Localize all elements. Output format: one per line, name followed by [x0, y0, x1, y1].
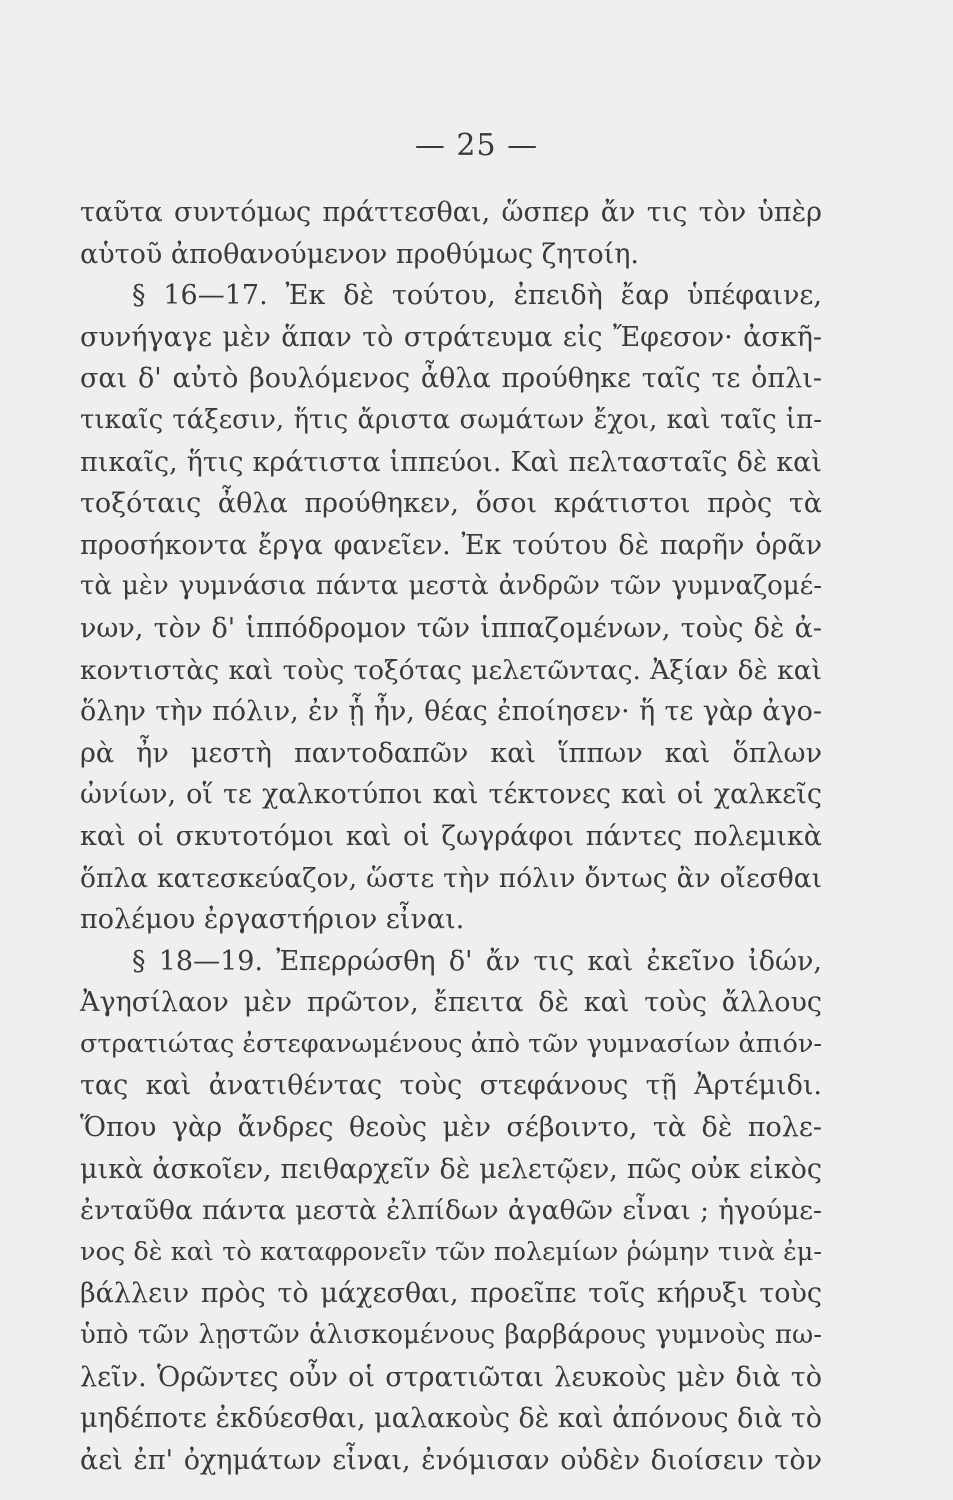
text-line: βάλλειν πρὸς τὸ μάχεσθαι, προεῖπε τοῖς κήρυξι τοὺς	[80, 1278, 822, 1310]
text-line: πικαῖς, ἥτις κράτιστα ἱππεύοι. Καὶ πελτασταῖς δὲ καὶ	[80, 446, 822, 478]
text-line: καὶ οἱ σκυτοτόμοι καὶ οἱ ζωγράφοι πάντες πολεμικὰ	[80, 820, 822, 852]
text-line: μικὰ ἀσκοῖεν, πειθαρχεῖν δὲ μελετῷεν, πῶς οὐκ εἰκὸς	[80, 1153, 822, 1185]
text-line: κοντιστὰς καὶ τοὺς τοξότας μελετῶντας. Ἀξίαν δὲ καὶ	[80, 654, 822, 686]
text-line: ταῦτα συντόμως πράττεσθαι, ὥσπερ ἄν τις τὸν ὑπὲρ	[80, 197, 822, 228]
text-line: ἀεὶ ἐπ' ὀχημάτων εἶναι, ἐνόμισαν οὐδὲν διοίσειν τὸν	[80, 1444, 822, 1476]
text-line: Ὅπου γὰρ ἄνδρες θεοὺς μὲν σέβοιντο, τὰ δὲ πολε-	[80, 1112, 822, 1144]
body-text	[80, 192, 822, 1481]
text-line: ὅλην τὴν πόλιν, ἐν ᾗ ἦν, θέας ἐποίησεν· ἥ τε γὰρ ἀγο-	[80, 696, 822, 728]
text-line: μηδέποτε ἐκδύεσθαι, μαλακοὺς δὲ καὶ ἀπόνους διὰ τὸ	[80, 1403, 823, 1435]
text-line: αὑτοῦ ἀποθανούμενον προθύμως ζητοίη.	[80, 238, 639, 270]
page-number: — 25 —	[414, 128, 539, 163]
text-line: σαι δ' αὐτὸ βουλόμενος ἆθλα προύθηκε ταῖς τε ὁπλι-	[80, 363, 822, 395]
text-line: ἐνταῦθα πάντα μεστὰ ἐλπίδων ἀγαθῶν εἶναι ; ἡγούμε-	[80, 1195, 822, 1227]
text-line: ὠνίων, οἵ τε χαλκοτύποι καὶ τέκτονες καὶ οἱ χαλκεῖς	[80, 779, 822, 811]
text-line: Ἀγησίλαον μὲν πρῶτον, ἔπειτα δὲ καὶ τοὺς ἄλλους	[80, 987, 822, 1019]
text-line: συνήγαγε μὲν ἅπαν τὸ στράτευμα εἰς Ἔφεσον· ἀσκῆ-	[80, 321, 822, 353]
text-line: ὅπλα κατεσκεύαζον, ὥστε τὴν πόλιν ὄντως ἂν οἴεσθαι	[80, 862, 822, 894]
text-line: ρὰ ἦν μεστὴ παντοδαπῶν καὶ ἵππων καὶ ὅπλων	[80, 737, 822, 769]
text-line: προσήκοντα ἔργα φανεῖεν. Ἐκ τούτου δὲ παρῆν ὁρᾶν	[80, 529, 822, 561]
text-line: τὰ μὲν γυμνάσια πάντα μεστὰ ἀνδρῶν τῶν γυμναζομέ-	[80, 571, 822, 602]
text-line: τοξόταις ἆθλα προύθηκεν, ὅσοι κράτιστοι πρὸς τὰ	[80, 488, 822, 520]
text-line: νος δὲ καὶ τὸ καταφρονεῖν τῶν πολεμίων ῥώμην τινὰ ἐμ-	[80, 1236, 822, 1267]
section-heading-line: § 16—17. Ἐκ δὲ τούτου, ἐπειδὴ ἔαρ ὑπέφαινε,	[132, 280, 822, 312]
text-line: ὑπὸ τῶν λῃστῶν ἁλισκομένους βαρβάρους γυμνοὺς πω-	[80, 1320, 822, 1351]
text-line: τικαῖς τάξεσιν, ἥτις ἄριστα σωμάτων ἔχοι, καὶ ταῖς ἱπ-	[80, 404, 822, 435]
text-line: τας καὶ ἀνατιθέντας τοὺς στεφάνους τῇ Ἀρτέμιδι.	[80, 1070, 822, 1102]
text-line: πολέμου ἐργαστήριον εἶναι.	[80, 904, 465, 936]
section-heading-line: § 18—19. Ἐπερρώσθη δ' ἄν τις καὶ ἐκεῖνο ἰδών,	[132, 945, 822, 977]
text-line: νων, τὸν δ' ἱππόδρομον τῶν ἱππαζομένων, τοὺς δὲ ἀ-	[80, 612, 822, 644]
text-line: λεῖν. Ὁρῶντες οὖν οἱ στρατιῶται λευκοὺς μὲν διὰ τὸ	[80, 1361, 822, 1393]
text-line: στρατιώτας ἐστεφανωμένους ἀπὸ τῶν γυμνασίων ἀπιόν-	[80, 1028, 822, 1059]
